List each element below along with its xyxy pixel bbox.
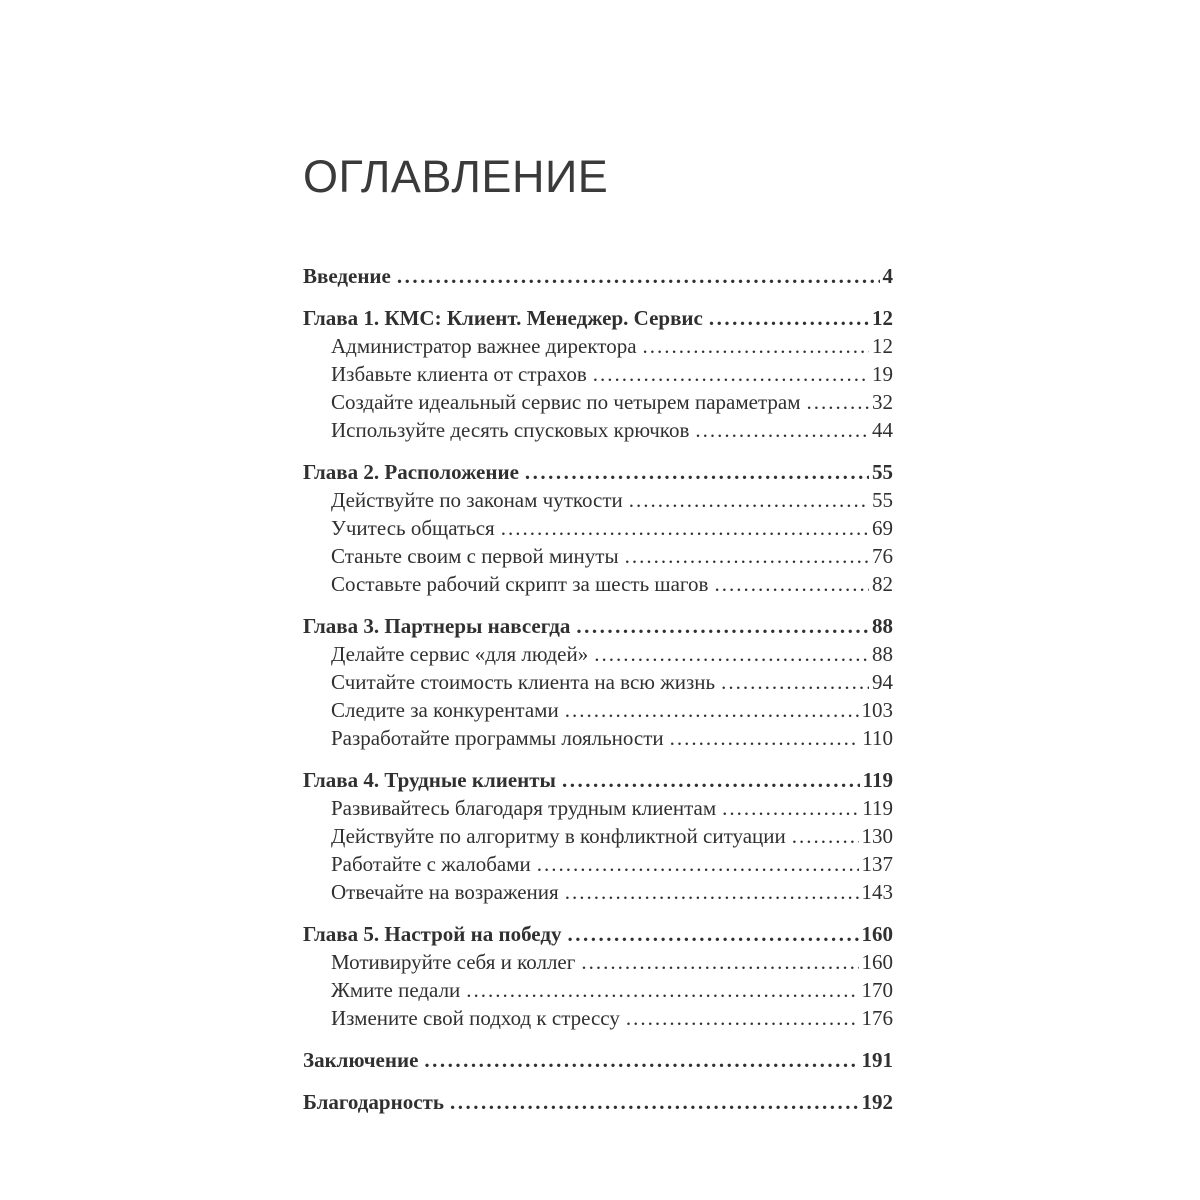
dot-leader bbox=[629, 486, 869, 514]
toc-entry-heading bbox=[303, 612, 893, 640]
toc-entry-title: Действуйте по законам чуткости bbox=[331, 487, 623, 512]
toc-entry-title: Станьте своим с первой минуты bbox=[331, 543, 619, 568]
dot-leader bbox=[501, 514, 869, 542]
dot-leader bbox=[567, 920, 858, 948]
toc-entry-page-number: 82 bbox=[872, 571, 893, 596]
dot-leader bbox=[670, 724, 860, 752]
dot-leader bbox=[562, 766, 860, 794]
toc-entry-title: Действуйте по алгоритму в конфликтной ситуации bbox=[331, 823, 786, 848]
toc-entry-sub bbox=[303, 724, 893, 752]
toc-entry-page-number: 103 bbox=[861, 697, 893, 722]
toc-entry-title: Разработайте программы лояльности bbox=[331, 725, 664, 750]
toc-entry-title: Считайте стоимость клиента на всю жизнь bbox=[331, 669, 716, 694]
toc-entry-sub bbox=[303, 948, 893, 976]
toc-entry-page-number: 192 bbox=[861, 1089, 893, 1114]
dot-leader bbox=[466, 976, 858, 1004]
toc-entry-title: Благодарность bbox=[303, 1089, 444, 1114]
toc-entry-sub bbox=[303, 976, 893, 1004]
toc-entry-title: Заключение bbox=[303, 1047, 419, 1072]
toc-entry-title: Составьте рабочий скрипт за шесть шагов bbox=[331, 571, 709, 596]
toc-entry-title: Глава 2. Расположение bbox=[303, 459, 519, 484]
toc-entry-page-number: 160 bbox=[861, 921, 893, 946]
toc-entry-title: Делайте сервис «для людей» bbox=[331, 641, 589, 666]
page-title: ОГЛАВЛЕНИЕ bbox=[303, 151, 609, 202]
toc-entry-title: Создайте идеальный сервис по четырем параметрам bbox=[331, 389, 801, 414]
dot-leader bbox=[722, 794, 859, 822]
dot-leader bbox=[709, 304, 869, 332]
toc-entry-page-number: 170 bbox=[861, 977, 893, 1002]
dot-leader bbox=[695, 416, 869, 444]
toc-entry-page-number: 44 bbox=[872, 417, 893, 442]
toc-entry-sub bbox=[303, 360, 893, 388]
dot-leader bbox=[565, 696, 859, 724]
toc-entry-heading bbox=[303, 920, 893, 948]
toc-entry-title: Используйте десять спусковых крючков bbox=[331, 417, 690, 442]
toc-entry-page-number: 191 bbox=[861, 1047, 893, 1072]
toc-entry-title: Учитесь общаться bbox=[331, 515, 495, 540]
table-of-contents bbox=[303, 262, 893, 1116]
dot-leader bbox=[714, 570, 869, 598]
dot-leader bbox=[581, 948, 858, 976]
dot-leader bbox=[792, 822, 859, 850]
toc-entry-page-number: 4 bbox=[882, 263, 893, 288]
toc-entry-page-number: 69 bbox=[872, 515, 893, 540]
toc-entry-sub bbox=[303, 850, 893, 878]
toc-entry-title: Следите за конкурентами bbox=[331, 697, 559, 722]
toc-entry-sub bbox=[303, 1004, 893, 1032]
dot-leader bbox=[807, 388, 870, 416]
toc-entry-sub bbox=[303, 570, 893, 598]
toc-entry-sub bbox=[303, 668, 893, 696]
dot-leader bbox=[525, 458, 869, 486]
toc-entry-sub bbox=[303, 794, 893, 822]
toc-page bbox=[303, 152, 893, 1116]
toc-entry-title: Мотивируйте себя и коллег bbox=[331, 949, 576, 974]
toc-entry-title: Глава 3. Партнеры навсегда bbox=[303, 613, 571, 638]
toc-entry-title: Измените свой подход к стрессу bbox=[331, 1005, 620, 1030]
toc-entry-sub bbox=[303, 696, 893, 724]
toc-entry-page-number: 160 bbox=[861, 949, 893, 974]
toc-entry-page-number: 55 bbox=[872, 487, 893, 512]
toc-entry-title: Развивайтесь благодаря трудным клиентам bbox=[331, 795, 717, 820]
toc-entry-page-number: 32 bbox=[872, 389, 893, 414]
toc-entry-sub bbox=[303, 640, 893, 668]
dot-leader bbox=[450, 1088, 859, 1116]
toc-entry-page-number: 88 bbox=[872, 641, 893, 666]
toc-entry-heading bbox=[303, 458, 893, 486]
toc-entry-sub bbox=[303, 416, 893, 444]
toc-entry-page-number: 94 bbox=[872, 669, 893, 694]
toc-entry-sub bbox=[303, 332, 893, 360]
toc-entry-page-number: 176 bbox=[861, 1005, 893, 1030]
dot-leader bbox=[721, 668, 869, 696]
toc-entry-title: Глава 4. Трудные клиенты bbox=[303, 767, 556, 792]
toc-entry-page-number: 119 bbox=[862, 767, 893, 792]
toc-entry-page-number: 119 bbox=[862, 795, 893, 820]
toc-entry-page-number: 12 bbox=[872, 305, 893, 330]
toc-entry-page-number: 76 bbox=[872, 543, 893, 568]
toc-entry-page-number: 143 bbox=[861, 879, 893, 904]
toc-entry-sub bbox=[303, 542, 893, 570]
toc-entry-heading bbox=[303, 1088, 893, 1116]
toc-entry-title: Введение bbox=[303, 263, 391, 288]
toc-entry-title: Работайте с жалобами bbox=[331, 851, 531, 876]
toc-entry-page-number: 130 bbox=[861, 823, 893, 848]
toc-entry-page-number: 88 bbox=[872, 613, 893, 638]
toc-entry-page-number: 19 bbox=[872, 361, 893, 386]
dot-leader bbox=[576, 612, 869, 640]
dot-leader bbox=[593, 360, 869, 388]
dot-leader bbox=[594, 640, 869, 668]
toc-entry-sub bbox=[303, 486, 893, 514]
toc-entry-title: Глава 1. КМС: Клиент. Менеджер. Сервис bbox=[303, 305, 703, 330]
toc-entry-title: Отвечайте на возражения bbox=[331, 879, 559, 904]
dot-leader bbox=[397, 262, 880, 290]
toc-entry-sub bbox=[303, 822, 893, 850]
toc-entry-heading bbox=[303, 1046, 893, 1074]
dot-leader bbox=[565, 878, 859, 906]
dot-leader bbox=[424, 1046, 858, 1074]
toc-entry-title: Избавьте клиента от страхов bbox=[331, 361, 587, 386]
toc-entry-heading bbox=[303, 766, 893, 794]
toc-entry-page-number: 55 bbox=[872, 459, 893, 484]
toc-entry-page-number: 137 bbox=[861, 851, 893, 876]
toc-entry-title: Глава 5. Настрой на победу bbox=[303, 921, 562, 946]
toc-entry-heading bbox=[303, 262, 893, 290]
dot-leader bbox=[643, 332, 869, 360]
toc-entry-sub bbox=[303, 388, 893, 416]
toc-entry-heading bbox=[303, 304, 893, 332]
toc-entry-page-number: 12 bbox=[872, 333, 893, 358]
toc-entry-title: Жмите педали bbox=[331, 977, 461, 1002]
dot-leader bbox=[626, 1004, 859, 1032]
dot-leader bbox=[625, 542, 869, 570]
toc-entry-title: Администратор важнее директора bbox=[331, 333, 637, 358]
dot-leader bbox=[537, 850, 859, 878]
toc-entry-sub bbox=[303, 878, 893, 906]
toc-entry-page-number: 110 bbox=[862, 725, 893, 750]
toc-entry-sub bbox=[303, 514, 893, 542]
